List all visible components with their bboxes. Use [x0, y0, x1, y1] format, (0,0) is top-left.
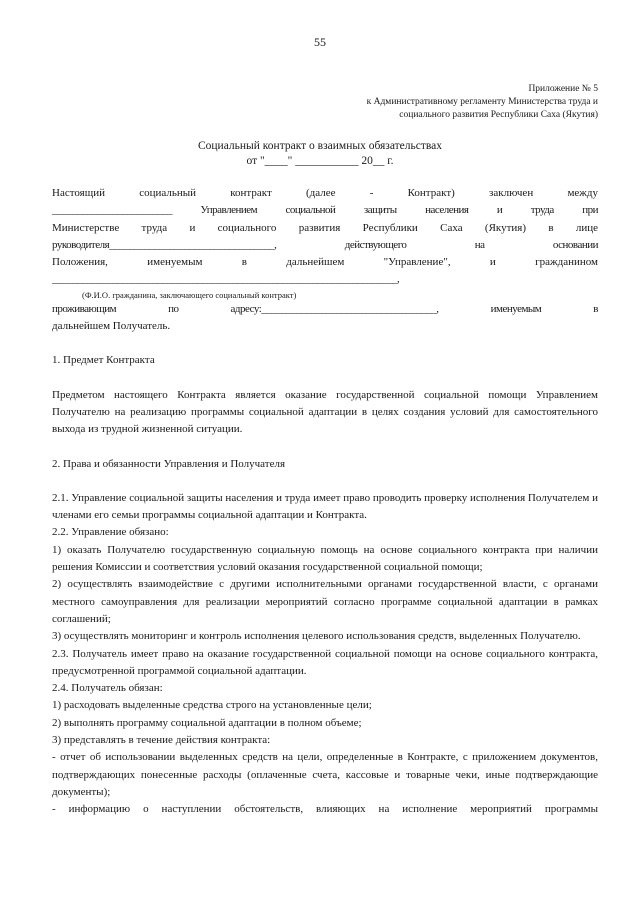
document-body [52, 185, 598, 819]
paragraph: 1) расходовать выделенные средства строго на установленные цели; [52, 699, 372, 712]
appendix-line: Приложение № 5 [528, 84, 598, 94]
paragraph: 2) выполнять программу социальной адаптации в полном объеме; [52, 716, 362, 729]
contract-title [0, 139, 640, 169]
paragraph: - информацию о наступлении обстоятельств, влияющих на исполнение мероприятий программы [52, 803, 598, 816]
paragraph: 2.3. Получатель имеет право на оказание государственной социальной помощи на основе социального контракта, предусмотренной программой социальной адаптации. [52, 647, 598, 677]
title-date-line: от "____" ___________ 20__ г. [246, 155, 394, 167]
intro-line: Настоящий социальный контракт (далее - Контракт) заключен между [52, 187, 598, 199]
intro-line: руководителя_________________________________, действующего на основании [52, 238, 598, 251]
paragraph: 2.2. Управление обязано: [52, 526, 169, 539]
paragraph: 2) осуществлять взаимодействие с другими исполнительными органами государственной власти, с органами местного самоуправления для реализации мероприятий согласно программе социальной адаптации в рамках соглашений; [52, 578, 598, 625]
section-heading: 1. Предмет Контракта [52, 354, 155, 367]
paragraph: - отчет об использовании выделенных средств на цели, определенные в Контракте, с приложением документов, подтверждающих понесенные расходы (оплаченные счета, кассовые и товарные чеки, иные подтверждающие документы); [52, 751, 598, 798]
paragraph: 2.4. Получатель обязан: [52, 682, 163, 695]
paragraph: 3) представлять в течение действия контракта: [52, 734, 271, 747]
intro-blank-line: _____________________________________________________________________, [52, 273, 400, 286]
page-number: 55 [314, 35, 326, 49]
title-line: Социальный контракт о взаимных обязательствах [197, 140, 443, 152]
appendix-line: социального развития Республики Саха (Якутия) [399, 110, 598, 120]
paragraph: 1) оказать Получателю государственную социальную помощь на основе социального контракта при наличии решения Комиссии и соответствия условий оказания государственной социальной помощи; [52, 543, 598, 574]
intro-line: дальнейшем Получатель. [52, 320, 171, 333]
intro-note: (Ф.И.О. гражданина, заключающего социальный контракт) [82, 289, 297, 300]
paragraph: Предметом настоящего Контракта является оказание государственной социальной помощи Управлением Получателю на реализацию программы социальной адаптации в целях создания условий для самостоятельного выхода из трудной жизненной ситуации. [52, 388, 598, 436]
intro-line: ________________________ Управлением социальной защиты населения и труда при [52, 204, 598, 217]
paragraph: 3) осуществлять мониторинг и контроль исполнения целевого использования средств, выделенных Получателю. [52, 630, 581, 643]
intro-line: проживающим по адресу:___________________________________, именуемым в [52, 302, 598, 315]
section-heading: 2. Права и обязанности Управления и Получателя [52, 457, 286, 470]
intro-line: Положения, именуемым в дальнейшем "Управление", и гражданином [52, 256, 598, 269]
appendix-line: к Административному регламенту Министерства труда и [366, 97, 598, 107]
paragraph: 2.1. Управление социальной защиты населения и труда имеет право проводить проверку исполнения Получателем и членами его семьи программы социальной адаптации и Контракта. [52, 491, 598, 522]
intro-line: Министерстве труда и социального развития Республики Саха (Якутия) в лице [52, 221, 598, 234]
appendix-header [367, 83, 598, 122]
